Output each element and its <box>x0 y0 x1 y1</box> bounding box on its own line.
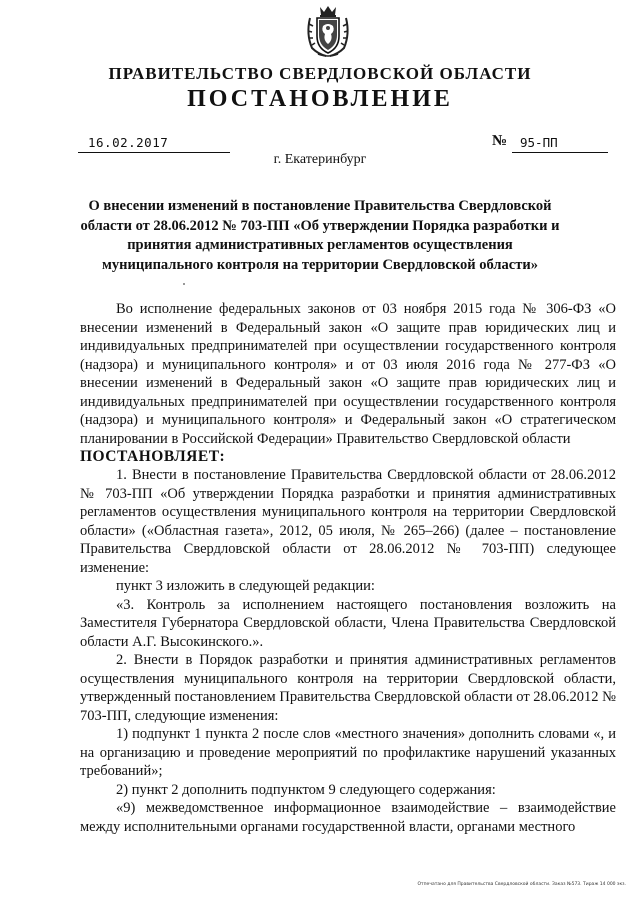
paragraph: 2. Внести в Порядок разработки и принятия административных регламентов осуществления муниципального контроля на территории Свердловской области, утвержденный постановлением Правительства Свердловской области от 28.06.2012 № 703-ПП, следующие изменения: <box>80 652 616 724</box>
number-sign: № <box>492 133 508 149</box>
resolves-heading: ПОСТАНОВЛЯЕТ: <box>80 448 226 465</box>
document-kind: ПОСТАНОВЛЕНИЕ <box>187 86 453 112</box>
city: г. Екатеринбург <box>273 152 367 167</box>
document-date: 16.02.2017 <box>88 135 169 150</box>
document-body <box>80 300 616 836</box>
paragraph: 1) подпункт 1 пункта 2 после слов «местного значения» дополнить словами «, и на организацию и проведение мероприятий по профилактике нарушений указанных требований»; <box>80 726 616 779</box>
print-note: Отпечатано для Правительства Свердловской области. Заказ №573. Тираж 14 000 экз. <box>417 882 626 887</box>
number-field <box>512 134 608 153</box>
paragraph: пункт 3 изложить в следующей редакции: <box>116 578 375 594</box>
scan-speck <box>183 283 185 285</box>
coat-of-arms-icon <box>304 4 352 58</box>
preamble: Во исполнение федеральных законов от 03 ноября 2015 года № 306-ФЗ «О внесении изменений в Федеральный закон «О защите прав юридических лиц и индивидуальных предпринимателей при осуществлении государственного контроля (надзора) и муниципального контроля» и от 03 июля 2016 года № 277-ФЗ «О внесении изменений в Федеральный закон «О защите прав юридических лиц и индивидуальных предпринимателей при осуществлении государственного контроля (надзора) и муниципального контроля» и Федеральный закон «О стратегическом планировании в Российской Федерации» Правительство Свердловской области <box>80 301 616 447</box>
paragraph: «9) межведомственное информационное взаимодействие – взаимодействие между исполнительными органами государственной власти, органами местного <box>80 800 616 835</box>
paragraph: 2) пункт 2 дополнить подпунктом 9 следующего содержания: <box>116 781 496 798</box>
paragraph: 1. Внести в постановление Правительства Свердловской области от 28.06.2012 № 703-ПП «Об утверждении Порядка разработки и принятия административных регламентов осуществления муниципального контроля на территории Свердловской области» («Областная газета», 2012, 05 июля, № 265–266) (далее – постановление Правительства Свердловской области от 28.06.2012 № 703-ПП) следующее изменение: <box>80 467 616 576</box>
government-name: ПРАВИТЕЛЬСТВО СВЕРДЛОВСКОЙ ОБЛАСТИ <box>108 64 532 83</box>
date-field <box>78 134 230 153</box>
document-number: 95-ПП <box>520 135 558 150</box>
document-title: О внесении изменений в постановление Правительства Свердловской области от 28.06.2012 № 703-ПП «Об утверждении Порядка разработки и принятия административных регламентов осуществления муниципального контроля на территории Свердловской области» <box>80 198 560 273</box>
paragraph: «3. Контроль за исполнением настоящего постановления возложить на Заместителя Губернатора Свердловской области, Члена Правительства Свердловской области А.Г. Высокинского.». <box>80 596 616 650</box>
